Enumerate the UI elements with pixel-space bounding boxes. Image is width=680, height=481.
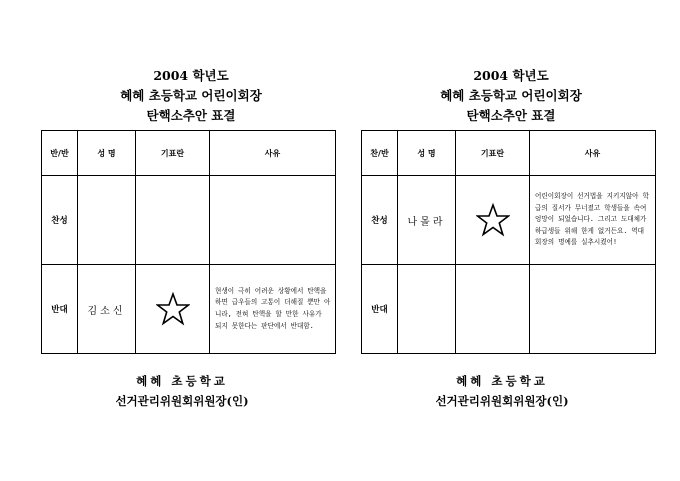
header-name: 성 명: [78, 131, 136, 176]
row-for: [362, 176, 656, 265]
footer-committee: 선거관리위원회위원장(인): [115, 394, 249, 408]
title-school: 혜혜 초등학교 어린이회장: [440, 88, 582, 103]
vote-cell[interactable]: [456, 265, 530, 354]
footer-school: 혜혜 초등학교: [456, 374, 548, 388]
row-label-for: 찬성: [42, 176, 78, 265]
header-vote: 기표란: [456, 131, 530, 176]
title-school: 혜혜 초등학교 어린이회장: [120, 88, 262, 103]
header-vote: 기표란: [136, 131, 210, 176]
row-for: [42, 176, 336, 265]
header-row: [362, 131, 656, 176]
header-reason: 사유: [210, 131, 336, 176]
reason-cell[interactable]: [210, 265, 336, 354]
vote-table: [361, 130, 656, 354]
name-cell[interactable]: [78, 176, 136, 265]
title-subject: 탄핵소추안 표결: [146, 108, 236, 123]
header-class: 찬/반: [362, 131, 398, 176]
vote-cell[interactable]: [136, 265, 210, 354]
header-class: 반/반: [42, 131, 78, 176]
title-subject: 탄핵소추안 표결: [466, 108, 556, 123]
ballot-title: [41, 66, 341, 126]
ballot-footer: [361, 371, 643, 411]
reason-text: 현생이 극히 어려운 상황에서 탄핵을 하면 급우들의 고통이 더해질 뿐만 아니라, 전혀 탄핵을 할 만한 사유가 되지 못한다는 판단에서 반대함.: [215, 286, 331, 330]
star-mark-icon: [156, 292, 190, 326]
row-label-against: 반대: [362, 265, 398, 354]
reason-cell[interactable]: [210, 176, 336, 265]
row-against: [42, 265, 336, 354]
header-reason: 사유: [530, 131, 656, 176]
reason-cell[interactable]: [530, 176, 656, 265]
header-name: 성 명: [398, 131, 456, 176]
name-cell[interactable]: 김소신: [78, 265, 136, 354]
title-year: 2004 학년도: [473, 68, 549, 83]
ballot-footer: [41, 371, 323, 411]
row-against: [362, 265, 656, 354]
reason-cell[interactable]: [530, 265, 656, 354]
name-cell[interactable]: [398, 265, 456, 354]
star-mark-icon: [476, 203, 510, 237]
footer-school: 혜혜 초등학교: [136, 374, 228, 388]
row-label-against: 반대: [42, 265, 78, 354]
header-row: [42, 131, 336, 176]
vote-cell[interactable]: [136, 176, 210, 265]
ballot-title: [361, 66, 661, 126]
row-label-for: 찬성: [362, 176, 398, 265]
footer-committee: 선거관리위원회위원장(인): [435, 394, 569, 408]
reason-text: 어린이회장이 선거법을 지키지않아 학급의 질서가 무너졌고 학생들을 속여 엉망이 되었습니다. 그리고 도대체가 하급생들 위해 한게 없거든요. 역대 회장의 명예를 실추시켰어!: [535, 192, 649, 247]
title-year: 2004 학년도: [153, 68, 229, 83]
name-cell[interactable]: 나몰라: [398, 176, 456, 265]
vote-cell[interactable]: [456, 176, 530, 265]
vote-table: [41, 130, 336, 354]
